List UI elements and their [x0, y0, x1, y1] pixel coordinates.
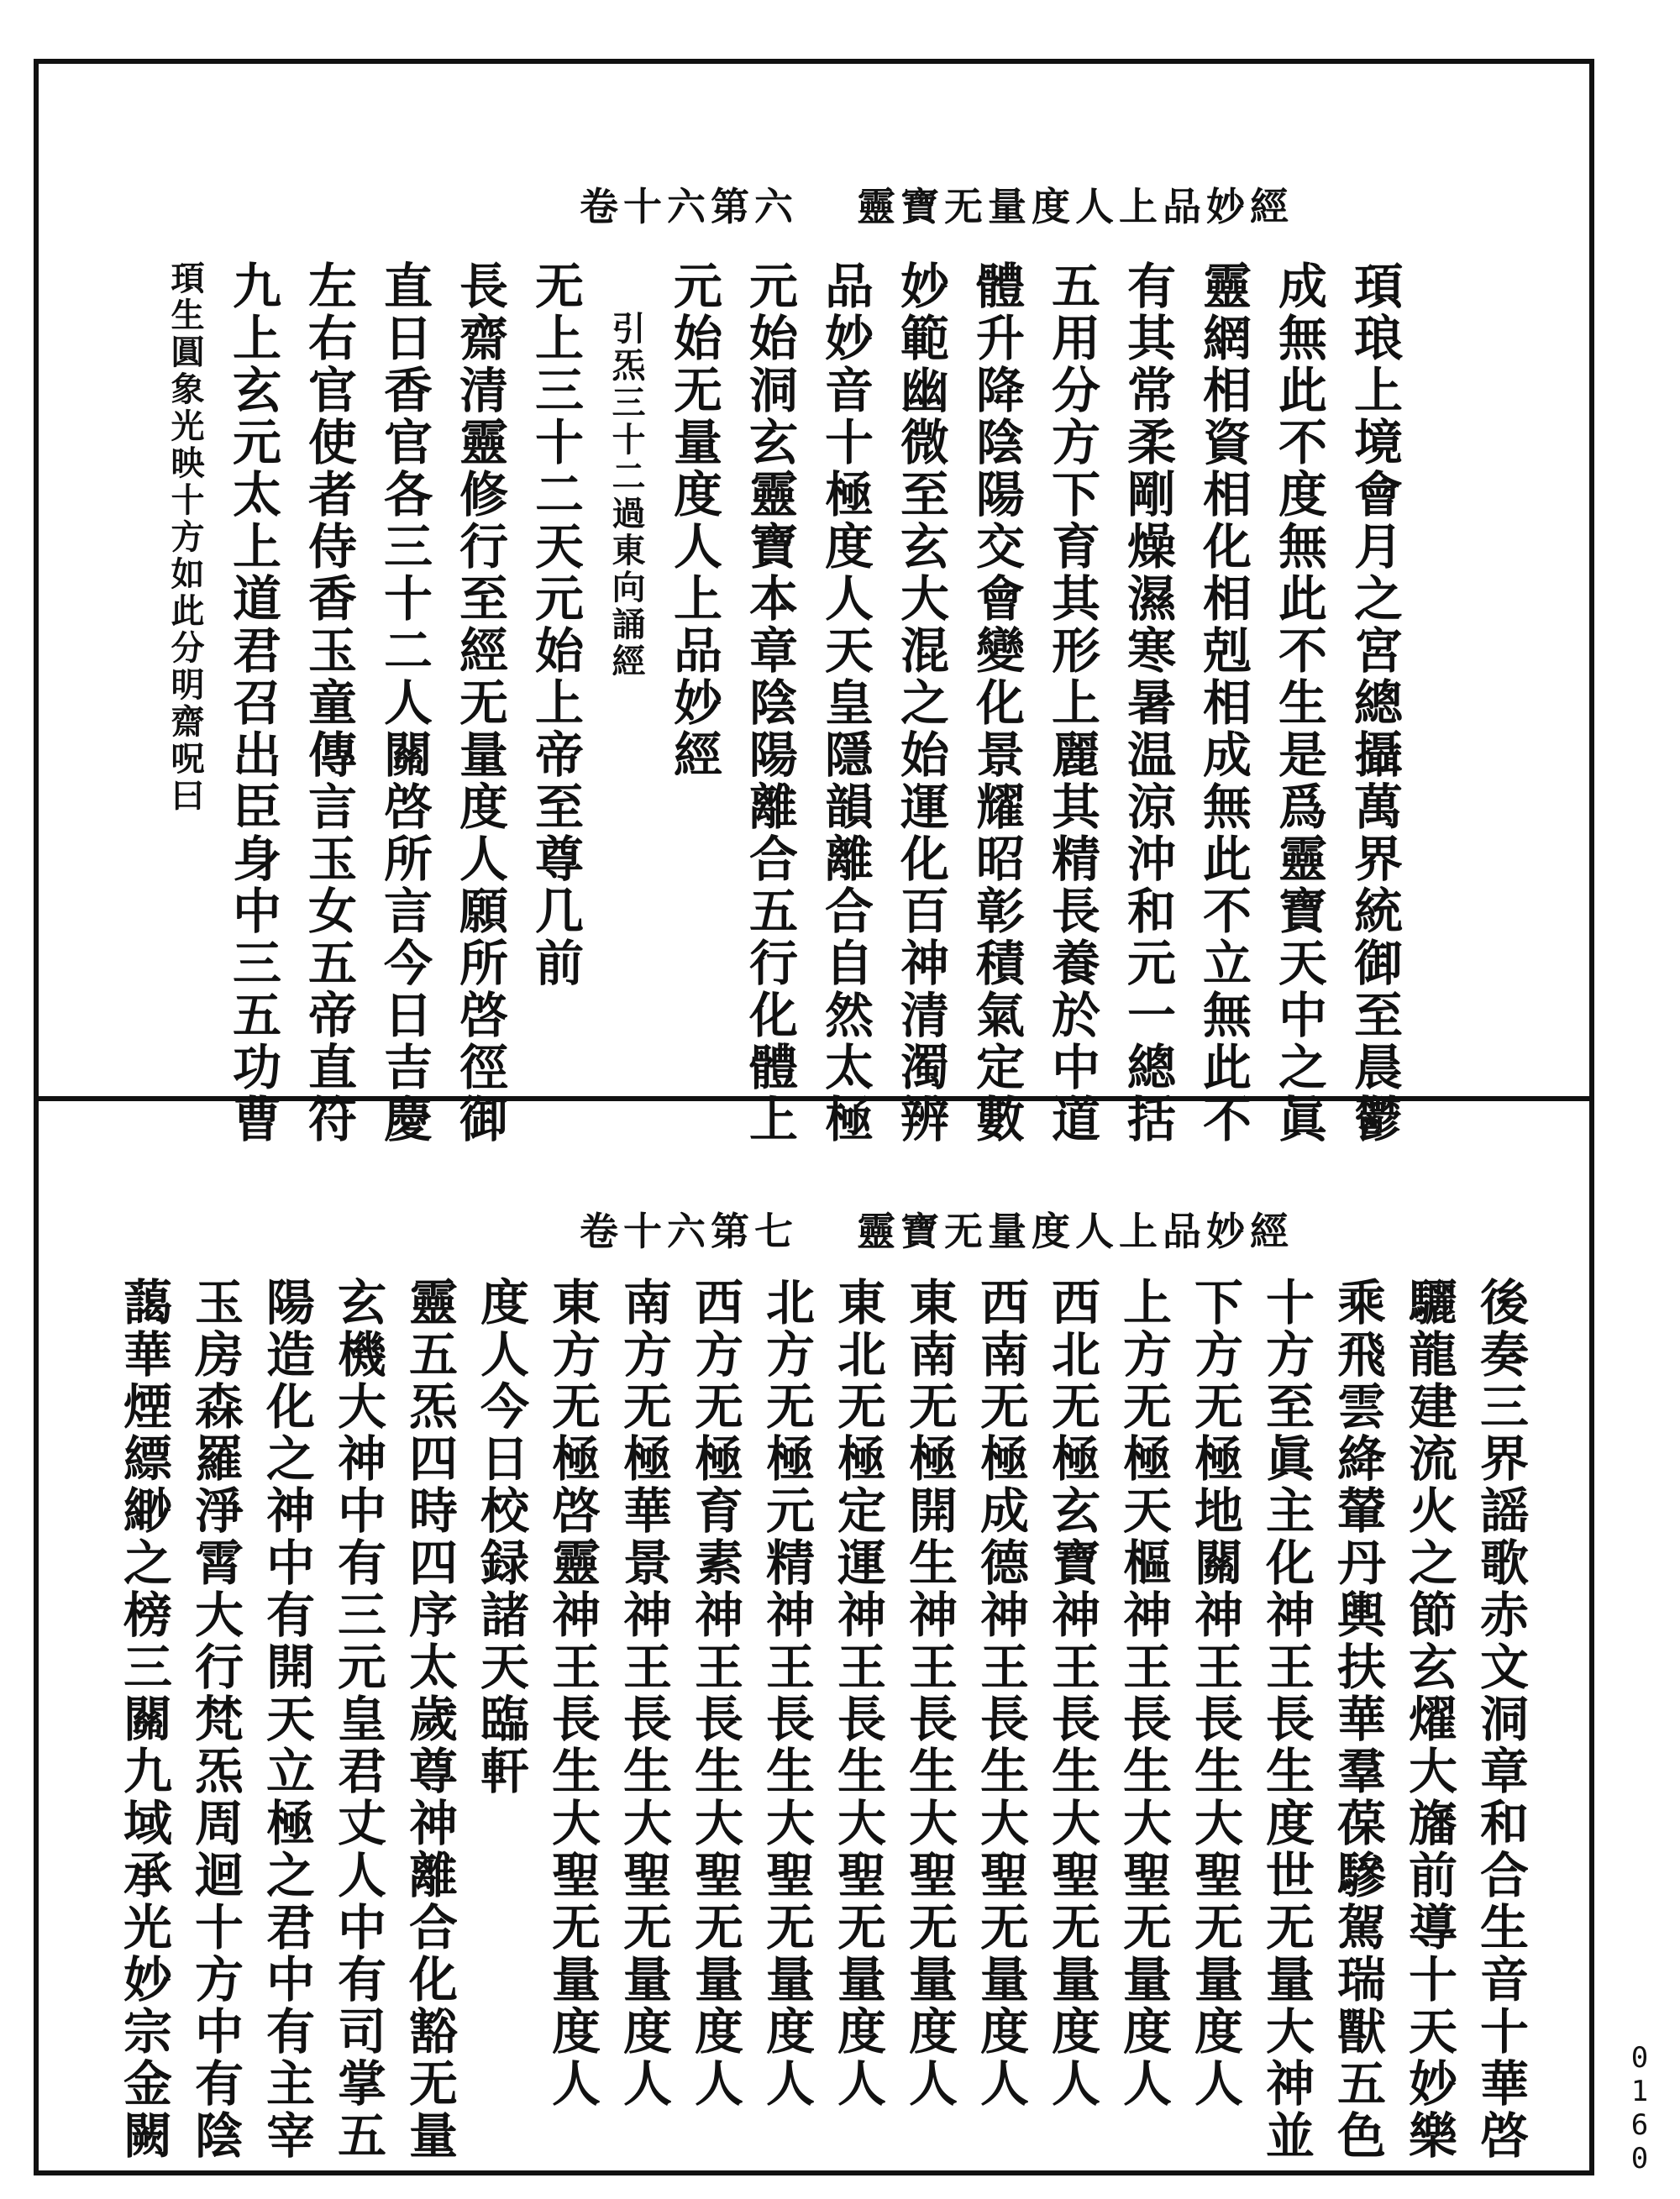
text-column: 西南无極成德神王長生大聖无量度人 — [972, 1277, 1029, 2110]
bottom-header — [580, 1201, 1294, 1257]
text-column: 體升降陰陽交會變化景耀昭彰積氣定數 — [968, 260, 1025, 1146]
text-column: 无上三十二天元始上帝至尊几前 — [527, 260, 584, 989]
text-column: 東方无極啓靈神王長生大聖无量度人 — [543, 1277, 601, 2110]
top-header-volume: 卷十六第六 — [580, 184, 798, 229]
text-column: 妙範幽微至玄大混之始運化百神清濁辨 — [892, 260, 949, 1146]
text-column: 靈網相資相化相剋相成無此不立無此不 — [1194, 260, 1252, 1146]
text-column: 陽造化之神中有開天立極之君中有主宰 — [258, 1277, 315, 2162]
text-column: 直日香官各三十二人關啓所言今日吉慶 — [375, 260, 433, 1146]
text-column: 上方无極天樞神王長生大聖无量度人 — [1115, 1277, 1172, 2110]
text-column: 下方无極地關神王長生大聖无量度人 — [1186, 1277, 1243, 2110]
text-column: 九上玄元太上道君召出臣身中三五功曹 — [224, 260, 281, 1146]
text-column: 乘飛雲絳輦丹輿扶華羣葆驂駕瑞獸五色 — [1329, 1277, 1386, 2162]
bottom-header-title: 靈寶无量度人上品妙經 — [857, 1209, 1294, 1254]
text-column: 十方至眞主化神王長生度世无量大神並 — [1257, 1277, 1315, 2162]
top-page — [50, 84, 1562, 1146]
text-column: 東北无極定運神王長生大聖无量度人 — [829, 1277, 886, 2110]
text-column: 元始洞玄靈寶本章陰陽離合五行化體上 — [741, 260, 798, 1146]
text-column: 東南无極開生神王長生大聖无量度人 — [900, 1277, 958, 2110]
text-column: 元始无量度人上品妙經 — [665, 260, 722, 781]
text-column: 頊琅上境會月之宮總攝萬界統御至晨鬱 — [1346, 260, 1403, 1146]
text-column: 西北无極玄寶神王長生大聖无量度人 — [1043, 1277, 1100, 2110]
text-column: 西方无極育素神王長生大聖无量度人 — [686, 1277, 743, 2110]
text-column: 北方无極元精神王長生大聖无量度人 — [758, 1277, 815, 2110]
text-column: 長齋清靈修行至經无量度人願所啓徑御 — [451, 260, 508, 1146]
text-column: 引炁三十二過東向誦經 — [606, 311, 646, 680]
text-column: 藹華煙縹緲之榜三關九域承光妙宗金闕 — [115, 1277, 172, 2162]
text-column: 左右官使者侍香玉童傳言玉女五帝直符 — [300, 260, 357, 1146]
top-text-columns — [50, 260, 1562, 1146]
page-number: 0160 — [1623, 2041, 1656, 2175]
text-column: 靈五炁四時四序太歲尊神離合化豁无量 — [401, 1277, 458, 2162]
text-column: 度人今日校録諸天臨軒 — [472, 1277, 529, 1798]
text-column: 頊生圓象光映十方如此分明齋呪曰 — [165, 260, 205, 815]
top-header-title: 靈寶无量度人上品妙經 — [857, 184, 1294, 229]
bottom-header-volume: 卷十六第七 — [580, 1209, 798, 1254]
text-column: 南方无極華景神王長生大聖无量度人 — [615, 1277, 672, 2110]
bottom-text-columns — [50, 1277, 1562, 2162]
top-header — [580, 176, 1294, 232]
text-column: 驪龍建流火之節玄燿大旛前導十天妙樂 — [1400, 1277, 1457, 2162]
text-column: 後奏三界謡歌赤文洞章和合生音十華啓 — [1472, 1277, 1529, 2162]
text-column: 成無此不度無此不生是爲靈寶天中之眞 — [1270, 260, 1327, 1146]
text-column: 玄機大神中有三元皇君丈人中有司掌五 — [329, 1277, 386, 2162]
text-column: 有其常柔剛燥濕寒暑温涼沖和元一總括 — [1119, 260, 1176, 1146]
text-column: 品妙音十極度人天皇隱韻離合自然太極 — [816, 260, 874, 1146]
text-column: 五用分方下育其形上麗其精長養於中道 — [1043, 260, 1100, 1146]
text-column: 玉房森羅淨霄大行梵炁周迴十方中有陰 — [186, 1277, 244, 2162]
bottom-page — [50, 1117, 1562, 2163]
